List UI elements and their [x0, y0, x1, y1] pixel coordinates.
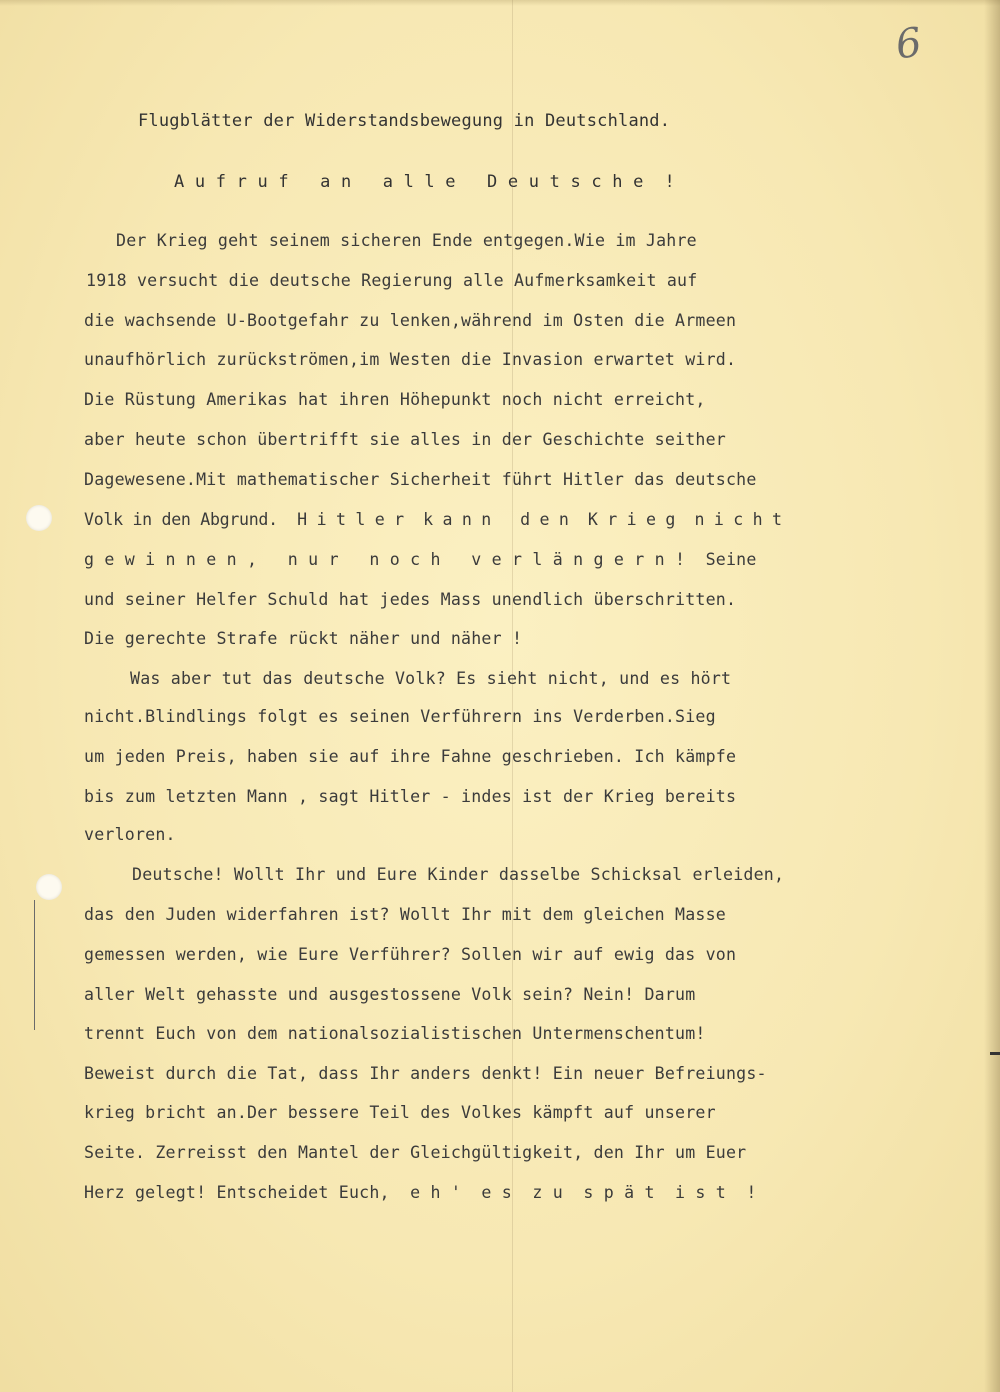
page-number: 6 [892, 19, 925, 69]
text-line: und seiner Helfer Schuld hat jedes Mass unendlich überschritten. [84, 590, 737, 609]
edge-mark [990, 1052, 1000, 1055]
text-line: das den Juden widerfahren ist? Wollt Ihr mit dem gleichen Masse [84, 905, 726, 924]
text-line: aller Welt gehasste und ausgestossene Volk sein? Nein! Darum [84, 985, 696, 1004]
text-line: trennt Euch von dem nationalsozialistischen Untermenschentum! [84, 1024, 706, 1043]
document-title: Flugblätter der Widerstandsbewegung in Deutschland. [138, 111, 671, 131]
text-line: unaufhörlich zurückströmen,im Westen die Invasion erwartet wird. [84, 350, 737, 369]
text-line: Beweist durch die Tat, dass Ihr anders denkt! Ein neuer Befreiungs- [84, 1064, 767, 1083]
text-line: Dagewesene.Mit mathematischer Sicherheit führt Hitler das deutsche [84, 470, 757, 489]
text-line: nicht.Blindlings folgt es seinen Verführern ins Verderben.Sieg [84, 707, 716, 726]
text-line: Seite. Zerreisst den Mantel der Gleichgültigkeit, den Ihr um Euer [84, 1143, 747, 1162]
text-line: aber heute schon übertrifft sie alles in der Geschichte seither [84, 430, 726, 449]
text-line: bis zum letzten Mann , sagt Hitler - indes ist der Krieg bereits [84, 787, 737, 806]
text-line: um jeden Preis, haben sie auf ihre Fahne geschrieben. Ich kämpfe [84, 747, 737, 766]
text-line: Was aber tut das deutsche Volk? Es sieht nicht, und es hört [130, 669, 732, 688]
text-line: Der Krieg geht seinem sicheren Ende entgegen.Wie im Jahre [116, 231, 697, 250]
text-line: Deutsche! Wollt Ihr und Eure Kinder dasselbe Schicksal erleiden, [132, 865, 785, 884]
right-edge-shadow [984, 0, 1000, 1392]
top-crease [0, 0, 1000, 6]
text-line: Die gerechte Strafe rückt näher und näher ! [84, 629, 523, 648]
text-line: g e w i n n e n , n u r n o c h v e r l ä n g e r n ! Seine [84, 550, 757, 569]
margin-pencil-mark [34, 900, 35, 1030]
punch-hole-top [26, 505, 52, 531]
text-line: Herz gelegt! Entscheidet Euch, e h ' e s z u s p ä t i s t ! [84, 1183, 757, 1202]
text-line: Die Rüstung Amerikas hat ihren Höhepunkt noch nicht erreicht, [84, 390, 706, 409]
text-line: krieg bricht an.Der bessere Teil des Volkes kämpft auf unserer [84, 1103, 716, 1122]
document-subtitle: A u f r u f a n a l l e D e u t s c h e ! [174, 172, 675, 192]
text-line: verloren. [84, 825, 176, 844]
text-line: gemessen werden, wie Eure Verführer? Sollen wir auf ewig das von [84, 945, 737, 964]
text-line: die wachsende U-Bootgefahr zu lenken,während im Osten die Armeen [84, 311, 737, 330]
text-line: 1918 versucht die deutsche Regierung alle Aufmerksamkeit auf [86, 271, 698, 290]
text-line: Volk in den Abgrund. H i t l e r k a n n d e n K r i e g n i c h t [84, 510, 782, 529]
punch-hole-bottom [36, 874, 62, 900]
